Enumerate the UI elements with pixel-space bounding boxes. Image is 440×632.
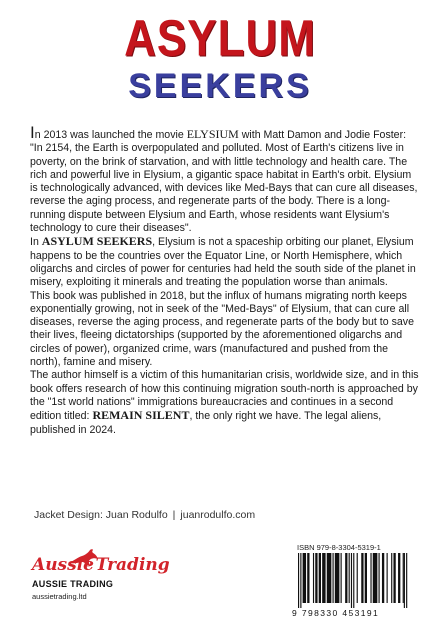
barcode-bar xyxy=(373,553,378,603)
isbn-label: ISBN 979-8-3304-5319-1 xyxy=(297,543,381,552)
title-line-seekers: SEEKERS xyxy=(128,67,312,105)
blurb-text-run: with Matt Damon and Jodie Foster: "In 2154, the Earth is overpopulated and polluted. Most of Earth's citizens live in poverty, on the brink of starvation, and with little technology and health care. The rich and powerful live in Elysium, a gigantic space habitat in Earth's orbit. Elysium is technologically advanced, with devices like Med-Bays that can cure all diseases, reverse the aging process, and regenerate parts of the body. There is a long-running dispute between Elysium and Earth, whose residents want Elysium's technology to cure their diseases". xyxy=(30,129,418,235)
blurb-text-run: , Elysium is not a spaceship orbiting our planet, Elysium happens to be the countries over the Equator Line, or North Hemisphere, which oligarchs and circles of power for centuries had held the south side of the planet in misery, exploiting it minerals and treating the population worse than animals. xyxy=(30,236,416,289)
barcode-bar xyxy=(387,553,388,603)
barcode-bar xyxy=(300,553,301,608)
barcode-bar xyxy=(345,553,347,603)
barcode-bar xyxy=(406,553,407,608)
barcode-bar xyxy=(403,553,404,603)
publisher-url: aussietrading.ltd xyxy=(32,592,87,601)
barcode-bar xyxy=(382,553,384,603)
blurb-text xyxy=(30,123,420,437)
dropcap: I xyxy=(30,123,35,142)
barcode-bar xyxy=(361,553,363,603)
barcode-bar xyxy=(353,553,354,608)
barcode-bar xyxy=(322,553,325,603)
blurb-text-run: , the only right we have. The legal aliens, published in 2024. xyxy=(30,410,382,436)
barcode-bar xyxy=(357,553,358,603)
barcode-bar xyxy=(349,553,350,603)
barcode-bar xyxy=(404,553,405,608)
barcode-bar xyxy=(379,553,380,603)
blurb-text-run: In xyxy=(30,236,42,249)
barcode-bar xyxy=(315,553,317,603)
blurb-text-run: The author himself is a victim of this humanitarian crisis, worldwide size, and in this book offers research of how this continuing migration south-north is approached by the "1st world nations" immigrations bureaucracies and continues in a second edition titled: xyxy=(30,369,419,423)
blurb-paragraph-4 xyxy=(30,369,420,436)
barcode-bar xyxy=(351,553,352,608)
publisher-logo xyxy=(32,547,170,607)
book-name: ASYLUM SEEKERS xyxy=(41,234,153,249)
barcode-bar xyxy=(335,553,340,603)
jacket-credit xyxy=(34,509,255,521)
jacket-designer: Jacket Design: Juan Rodulfo xyxy=(34,509,168,521)
credit-separator: | xyxy=(172,509,176,521)
publisher-name: AUSSIE TRADING xyxy=(32,579,114,589)
blurb-paragraph-2 xyxy=(30,235,420,289)
barcode-bar xyxy=(333,553,334,603)
blurb-paragraph-1 xyxy=(30,123,420,235)
cover-title xyxy=(0,10,440,105)
barcode-bar xyxy=(327,553,332,603)
barcode-bar xyxy=(313,553,314,603)
logo-word-trading: Trading xyxy=(95,555,170,575)
barcode-bar xyxy=(307,553,309,603)
movie-name: ELYSIUM xyxy=(186,127,239,141)
barcode-bar xyxy=(341,553,342,603)
logo-word-aussie: Aussie xyxy=(32,555,94,575)
barcode-bar xyxy=(370,553,371,603)
title-line-asylum: ASYLUM xyxy=(124,10,316,67)
designer-website: juanrodulfo.com xyxy=(180,509,256,521)
sequel-name: REMAIN SILENT xyxy=(92,408,190,423)
logo-wordmark xyxy=(32,555,170,575)
blurb-paragraph-3: This book was published in 2018, but the influx of humans migrating north keeps exponentially growing, not in seek of the "Med-Bays" of Elysium, that can cure all diseases, reverse the aging process, and regenerate parts of the body but to save their lives, fleeing dictatorships (supported by the aforementioned oligarchs and circles of power), organized crime, wars (manufactured and pushed from the north), famine and misery. xyxy=(30,289,414,369)
blurb-text-run: n 2013 was launched the movie xyxy=(34,129,187,141)
barcode-bar xyxy=(393,553,395,603)
barcode-bar xyxy=(391,553,392,603)
barcode-bar xyxy=(303,553,306,603)
barcode-bar xyxy=(365,553,367,603)
barcode-bar xyxy=(398,553,400,603)
barcode-bar xyxy=(298,553,299,608)
barcode-digits: 9 798330 453191 xyxy=(292,608,380,618)
isbn-barcode xyxy=(294,553,412,608)
barcode-bar xyxy=(319,553,321,603)
